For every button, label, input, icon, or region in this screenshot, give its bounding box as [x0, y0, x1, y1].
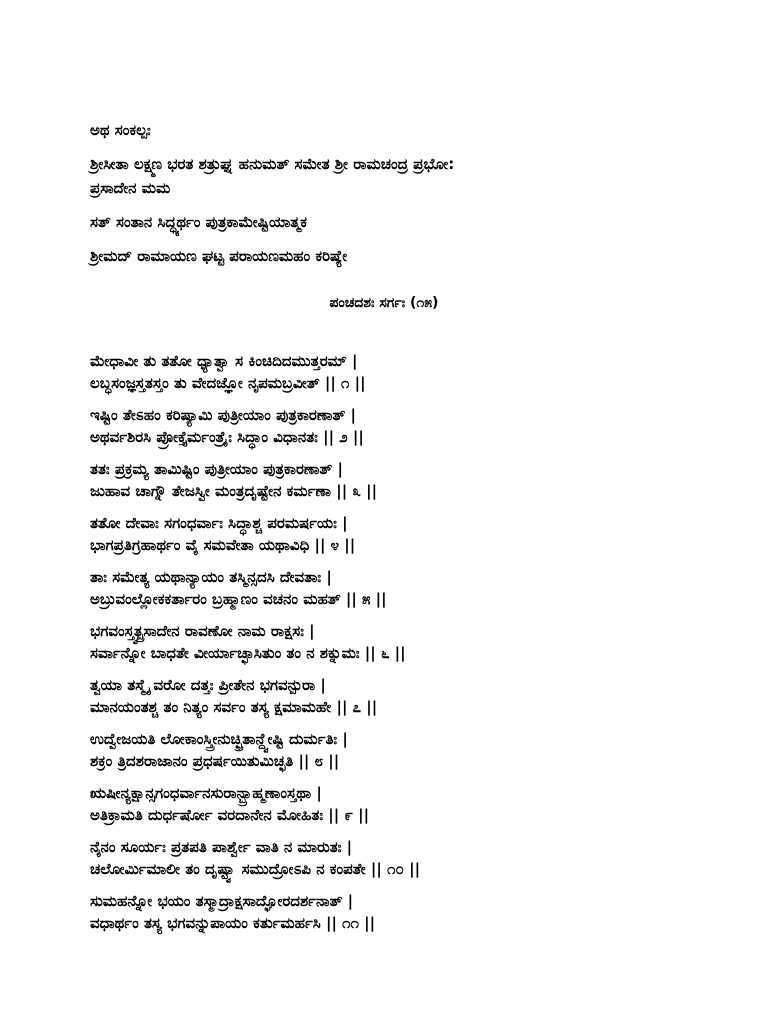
verse-6 [90, 620, 730, 664]
verse-line: ತ್ವಯಾ ತಸ್ಮೈ ವರೋ ದತ್ತಃ ಪ್ರೀತೇನ ಭಗವನ್ಪುರಾ | [90, 676, 326, 694]
sankalpa-invocation [90, 152, 710, 200]
verse-7 [90, 674, 730, 718]
verse-line: ಸುಮಹನ್ನೋ ಭಯಂ ತಸ್ಮಾದ್ರಾಕ್ಷಸಾದ್ಘೋರದರ್ಶನಾತ್ | [90, 892, 354, 910]
verse-10 [90, 836, 730, 880]
verse-line: ಭಗವಂಸ್ತ್ವತ್ಪ್ರಸಾದೇನ ರಾವಣೋ ನಾಮ ರಾಕ್ಷಸಃ | [90, 622, 315, 640]
verse-line: ಭಾಗಪ್ರತಿಗ್ರಹಾರ್ಥಂ ವೈ ಸಮವೇತಾ ಯಥಾವಿಧಿ || ೪ || [90, 536, 356, 554]
verse-11 [90, 890, 730, 934]
verse-line: ವಧಾರ್ಥಂ ತಸ್ಯ ಭಗವನ್ನುಪಾಯಂ ಕರ್ತುಮರ್ಹಸಿ || ೧೧ || [90, 914, 376, 932]
verse-line: ತತೋ ದೇವಾಃ ಸಗಂಧರ್ವಾಃ ಸಿದ್ಧಾಶ್ಚ ಪರಮರ್ಷಯಃ | [90, 514, 348, 532]
verse-line: ಶಕ್ರಂ ತ್ರಿದಶರಾಜಾನಂ ಪ್ರಧರ್ಷಯಿತುಮಿಚ್ಛತಿ || ೮ || [90, 752, 340, 770]
verse-3 [90, 458, 730, 502]
verse-list [90, 350, 730, 944]
verse-line: ಲಬ್ಧಸಂಜ್ಞಸ್ತತಸ್ತಂ ತು ವೇದಜ್ಞೋ ನೃಪಮಬ್ರವೀತ್ || ೧ || [90, 374, 366, 392]
sankalpa-line: ಪ್ರಸಾದೇನ ಮಮ [90, 179, 171, 197]
sankalpa-title: ಅಥ ಸಂಕಲ್ಪಃ [90, 121, 151, 139]
sankalpa-title-block [90, 118, 710, 142]
verse-line: ಇಷ್ಟಿಂ ತೇಽಹಂ ಕರಿಷ್ಯಾಮಿ ಪುತ್ರೀಯಾಂ ಪುತ್ರಕಾರಣಾತ್ | [90, 406, 356, 424]
verse-8 [90, 728, 730, 772]
chapter-heading: ಪಂಚದಶಃ ಸರ್ಗಃ (೧೫) [329, 295, 439, 311]
verse-line: ತಾಃ ಸಮೇತ್ಯ ಯಥಾನ್ಯಾಯಂ ತಸ್ಮಿನ್ಸದಸಿ ದೇವತಾಃ | [90, 568, 332, 586]
verse-line: ಅಬ್ರುವಂಲ್ಲೋಕಕರ್ತಾರಂ ಬ್ರಹ್ಮಾಣಂ ವಚನಂ ಮಹತ್ || ೫ || [90, 590, 387, 608]
verse-4 [90, 512, 730, 556]
sankalpa-section [90, 118, 710, 278]
verse-line: ಜುಹಾವ ಚಾಗ್ನೌ ತೇಜಸ್ವೀ ಮಂತ್ರದೃಷ್ಟೇನ ಕರ್ಮಣಾ || ೩ || [90, 482, 378, 500]
verse-1 [90, 350, 730, 394]
sankalpa-line: ಶ್ರೀಮದ್ ರಾಮಾಯಣ ಘಟ್ಟ ಪರಾಯಣಮಹಂ ಕರಿಷ್ಯೇ [90, 247, 348, 265]
sankalpa-purpose [90, 210, 710, 234]
verse-line: ಅಥರ್ವಶಿರಸಿ ಪ್ರೋಕ್ತೈರ್ಮಂತ್ರೈಃ ಸಿದ್ಧಾಂ ವಿಧಾನತಃ || ೨ || [90, 428, 364, 446]
sankalpa-line: ಶ್ರೀಸೀತಾ ಲಕ್ಷ್ಮಣ ಭರತ ಶತ್ರುಘ್ನ ಹನುಮತ್ ಸಮೇತ ಶ್ರೀ ರಾಮಚಂದ್ರ ಪ್ರಭೋ: [90, 155, 455, 173]
verse-5 [90, 566, 730, 610]
verse-9 [90, 782, 730, 826]
verse-line: ನೈನಂ ಸೂರ್ಯಃ ಪ್ರತಪತಿ ಪಾರ್ಶ್ವೇ ವಾತಿ ನ ಮಾರುತಃ | [90, 838, 353, 856]
verse-line: ಮಾನಯಂತಶ್ಚ ತಂ ನಿತ್ಯಂ ಸರ್ವಂ ತಸ್ಯ ಕ್ಷಮಾಮಹೇ || ೭ || [90, 698, 378, 716]
verse-2 [90, 404, 730, 448]
sankalpa-line: ಸತ್ ಸಂತಾನ ಸಿದ್ಧ್ಯರ್ಥಂ ಪುತ್ರಕಾಮೇಷ್ಟಿಯಾತ್ಮಕ [90, 213, 308, 231]
verse-line: ಉದ್ವೇಜಯತಿ ಲೋಕಾಂಸ್ತ್ರೀನುಚ್ಛ್ರಿತಾನ್ದ್ವೇಷ್ಟಿ ದುರ್ಮತಿಃ | [90, 730, 348, 748]
verse-line: ಋಷೀನ್ಯಕ್ಷಾನ್ಸಗಂಧರ್ವಾನಸುರಾನ್ಬ್ರಾಹ್ಮಣಾಂಸ್ತಥಾ | [90, 784, 322, 802]
verse-line: ಚಲೋರ್ಮಿಮಾಲೀ ತಂ ದೃಷ್ಟ್ವಾ ಸಮುದ್ರೋಽಪಿ ನ ಕಂಪತೇ || ೧೦ || [90, 860, 421, 878]
verse-line: ತತಃ ಪ್ರಕ್ರಮ್ಯ ತಾಮಿಷ್ಟಿಂ ಪುತ್ರೀಯಾಂ ಪುತ್ರಕಾರಣಾತ್ | [90, 460, 344, 478]
verse-line: ಅತಿಕ್ರಾಮತಿ ದುರ್ಧರ್ಷೋ ವರದಾನೇನ ಮೋಹಿತಃ || ೯ || [90, 806, 370, 824]
verse-line: ಸರ್ವಾನ್ನೋ ಬಾಧತೇ ವೀರ್ಯಾಚ್ಛಾಸಿತುಂ ತಂ ನ ಶಕ್ನುಮಃ || ೬ || [90, 644, 406, 662]
sankalpa-resolve [90, 244, 710, 268]
verse-line: ಮೇಧಾವೀ ತು ತತೋ ಧ್ಯಾತ್ವಾ ಸ ಕಿಂಚಿದಿದಮುತ್ತರಮ್ | [90, 352, 358, 370]
